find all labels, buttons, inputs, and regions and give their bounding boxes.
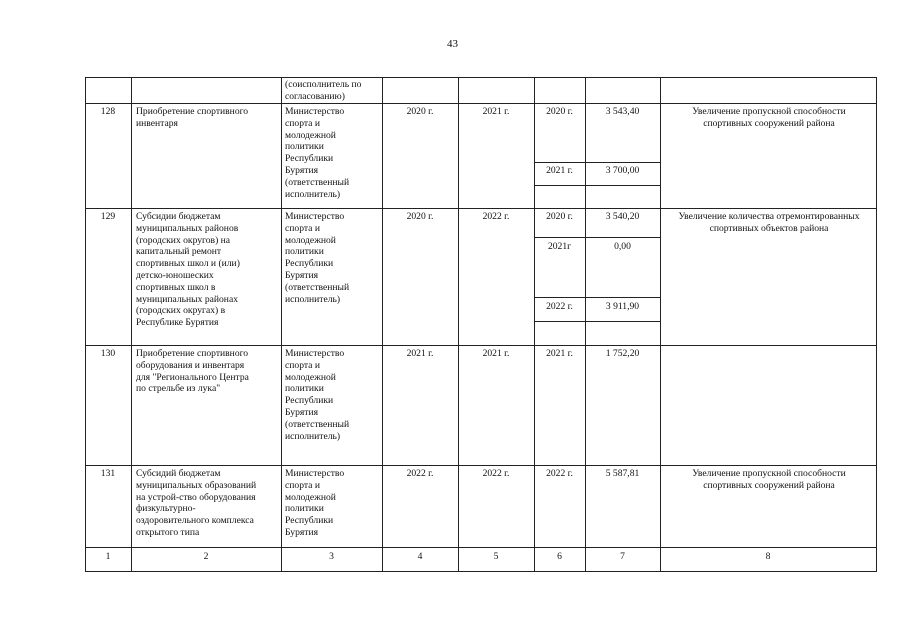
end-year: 2022 г. — [482, 211, 510, 222]
event-name: Субсидии бюджетам муниципальных районов (городских округов) на капитальный ремонт спортивных школ и (или) детско-юношеских спортивных школ в муниципальных районах (городских округах) в Республике Бурятия — [136, 211, 240, 329]
col-border — [85, 77, 86, 572]
executor-cell: Министерство спорта и молодежной политики Республики Бурятия (ответственный исполнитель) — [285, 106, 350, 200]
event-name: Субсидий бюджетам муниципальных образований на устрой-ство оборудования физкультурно- оздоровительного комплекса открытого типа — [136, 468, 257, 538]
expected-result: Увеличение количества отремонтированных спортивных объектов района — [678, 211, 860, 234]
finance-year: 2021 г. — [546, 165, 573, 176]
executor-cell: (соисполнитель по согласованию) — [285, 79, 362, 102]
col-border — [281, 77, 282, 572]
start-year: 2021 г. — [406, 348, 434, 359]
executor-cell: Министерство спорта и молодежной политики Республики Бурятия — [285, 468, 345, 538]
finance-amount: 1 752,20 — [605, 348, 640, 359]
column-number: 6 — [557, 551, 562, 562]
executor-cell: Министерство спорта и молодежной политики Республики Бурятия (ответственный исполнитель) — [285, 211, 350, 305]
page-number: 43 — [447, 38, 458, 50]
subrow-border — [534, 185, 661, 186]
expected-result: Увеличение пропускной способности спортивных сооружений района — [692, 468, 846, 491]
expected-result: Увеличение пропускной способности спортивных сооружений района — [692, 106, 846, 129]
row-number: 129 — [100, 211, 116, 222]
row-number: 130 — [100, 348, 116, 359]
finance-amount: 3 543,40 — [605, 106, 640, 117]
finance-year: 2021г — [547, 241, 572, 252]
column-number: 2 — [203, 551, 209, 562]
executor-cell: Министерство спорта и молодежной политики Республики Бурятия (ответственный исполнитель) — [285, 348, 350, 442]
row-border — [85, 345, 877, 346]
row-border — [85, 465, 877, 466]
start-year: 2022 г. — [406, 468, 434, 479]
finance-amount: 0,00 — [614, 241, 631, 252]
col-border — [458, 77, 459, 572]
col-border — [382, 77, 383, 572]
start-year: 2020 г. — [406, 106, 434, 117]
end-year: 2021 г. — [482, 348, 510, 359]
col-border — [876, 77, 877, 572]
subrow-border — [534, 162, 661, 163]
start-year: 2020 г. — [406, 211, 434, 222]
row-number: 128 — [100, 106, 116, 117]
row-border — [85, 571, 877, 572]
finance-amount: 3 911,90 — [605, 301, 640, 312]
column-number: 8 — [765, 551, 771, 562]
event-name: Приобретение спортивного оборудования и инвентаря для "Регионального Центра по стрельбе из лука" — [136, 348, 249, 395]
col-border — [585, 77, 586, 572]
subrow-border — [534, 237, 661, 238]
row-border — [85, 103, 877, 104]
finance-amount: 3 700,00 — [605, 165, 640, 176]
column-number: 4 — [417, 551, 423, 562]
col-border — [131, 77, 132, 572]
end-year: 2021 г. — [482, 106, 510, 117]
finance-amount: 5 587,81 — [605, 468, 640, 479]
column-number: 1 — [105, 551, 111, 562]
program-table — [85, 77, 877, 572]
end-year: 2022 г. — [482, 468, 510, 479]
row-border — [85, 547, 877, 548]
row-number: 131 — [100, 468, 116, 479]
finance-year: 2022 г. — [546, 468, 573, 479]
subrow-border — [534, 321, 661, 322]
column-number: 7 — [620, 551, 625, 562]
row-border — [85, 77, 877, 78]
row-border — [85, 208, 877, 209]
column-number: 3 — [329, 551, 334, 562]
finance-year: 2020 г. — [546, 106, 573, 117]
finance-year: 2020 г. — [546, 211, 573, 222]
finance-year: 2021 г. — [546, 348, 573, 359]
col-border — [534, 77, 535, 572]
column-number: 5 — [493, 551, 499, 562]
subrow-border — [534, 297, 661, 298]
finance-year: 2022 г. — [546, 301, 573, 312]
event-name: Приобретение спортивного инвентаря — [136, 106, 249, 129]
finance-amount: 3 540,20 — [605, 211, 640, 222]
col-border — [660, 77, 661, 572]
